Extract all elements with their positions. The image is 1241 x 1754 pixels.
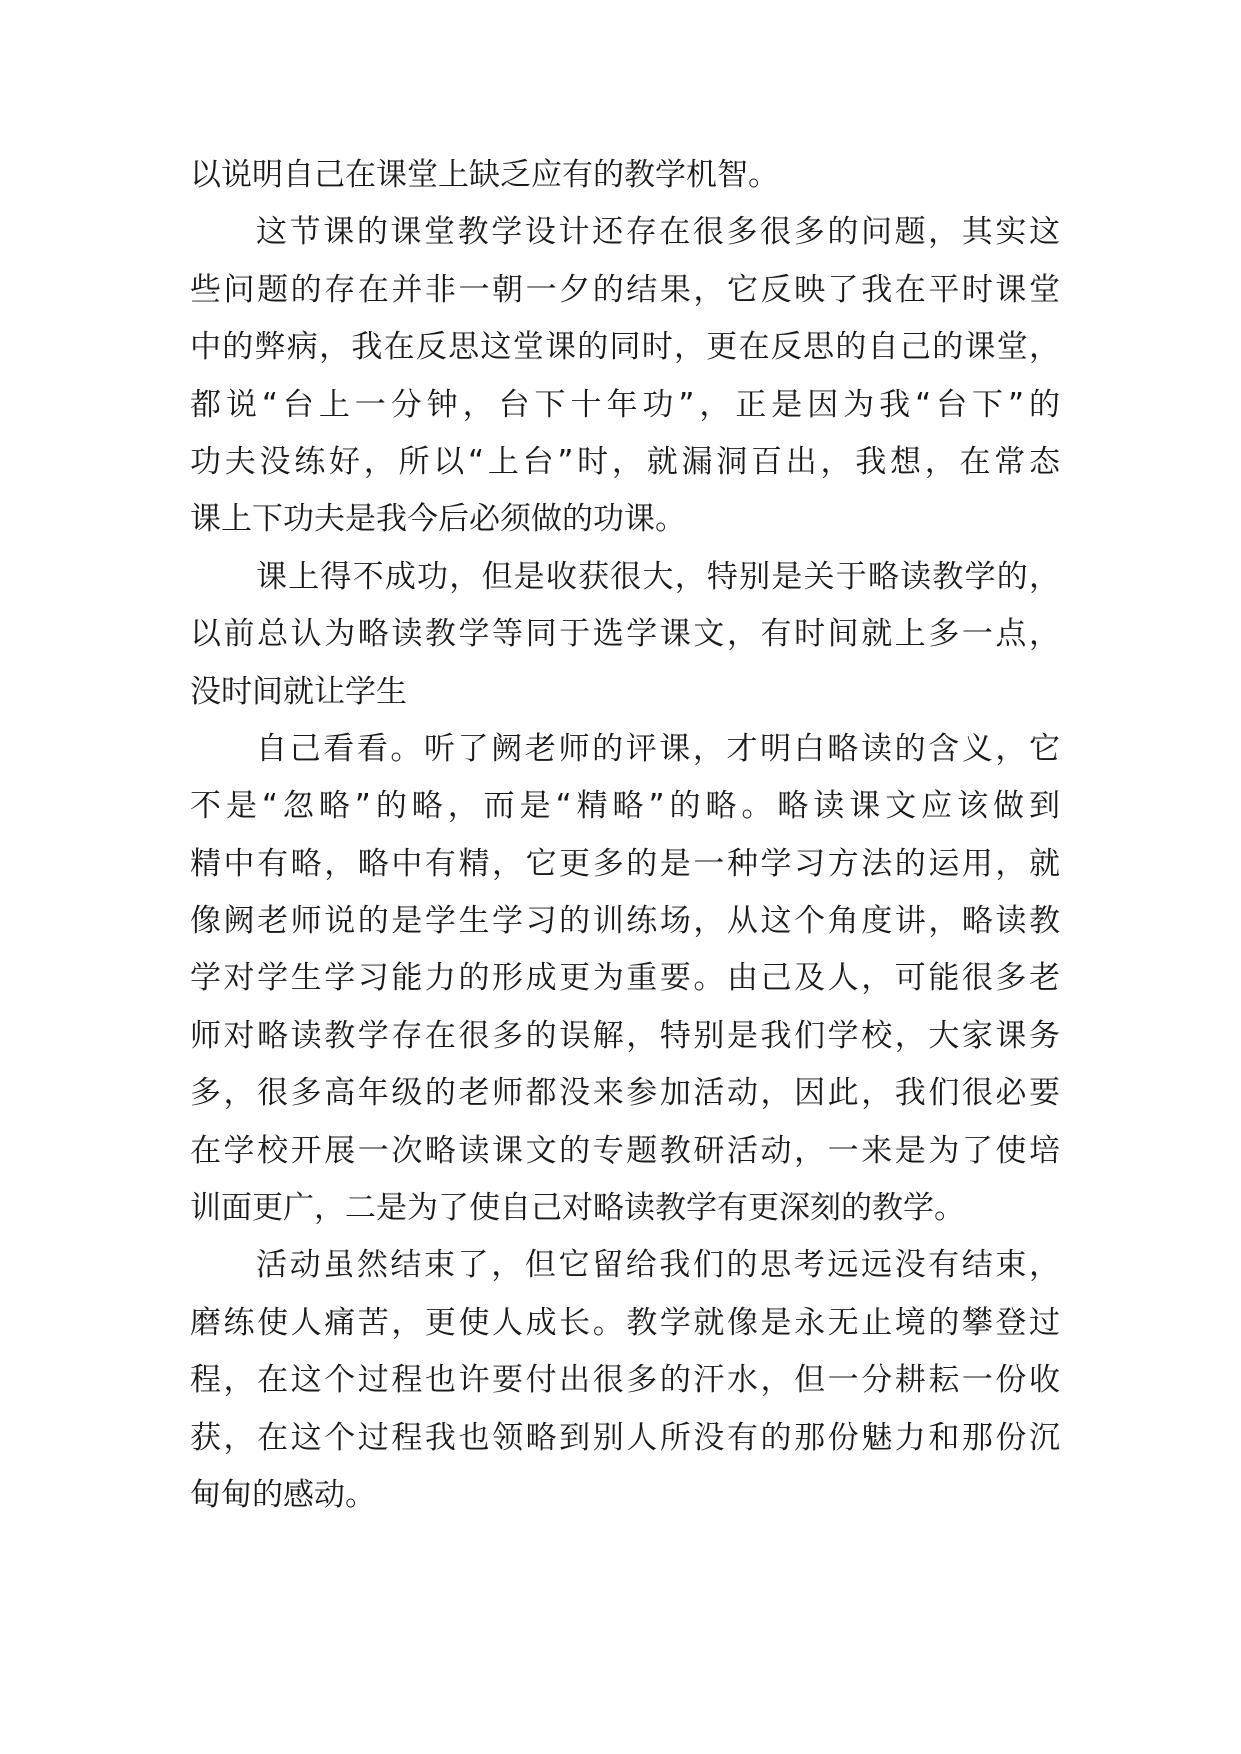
text-line: 以说明自己在课堂上缺乏应有的教学机智。: [190, 157, 779, 193]
text-line: 在学校开展一次略读课文的专题教研活动，一来是为了使培: [190, 1132, 1060, 1169]
text-line: 中的弊病，我在反思这堂课的同时，更在反思的自己的课堂，: [190, 329, 1060, 366]
body-text: [190, 147, 1060, 1524]
text-line: 自己看看。听了阙老师的评课，才明白略读的含义，它: [256, 730, 1060, 767]
text-line: 程，在这个过程也许要付出很多的汗水，但一分耕耘一份收: [190, 1362, 1060, 1399]
text-line: 学对学生学习能力的形成更为重要。由己及人，可能很多老: [190, 960, 1060, 997]
text-line: 像阙老师说的是学生学习的训练场，从这个角度讲，略读教: [190, 903, 1060, 940]
text-line: 没时间就让学生: [190, 673, 407, 710]
text-line: 多，很多高年级的老师都没来参加活动，因此，我们很必要: [190, 1075, 1060, 1112]
text-line: 以前总认为略读教学等同于选学课文，有时间就上多一点，: [190, 616, 1060, 653]
text-line: 不是“忽略”的略，而是“精略”的略。略读课文应该做到: [190, 788, 1060, 825]
text-line: 这节课的课堂教学设计还存在很多很多的问题，其实这: [256, 214, 1060, 251]
text-line: 获，在这个过程我也领略到别人所没有的那份魅力和那份沉: [190, 1419, 1060, 1456]
text-line: 活动虽然结束了，但它留给我们的思考远远没有结束，: [256, 1247, 1060, 1284]
text-line: 都说“台上一分钟，台下十年功”，正是因为我“台下”的: [190, 386, 1060, 423]
text-line: 磨练使人痛苦，更使人成长。教学就像是永无止境的攀登过: [190, 1304, 1060, 1341]
text-line: 训面更广，二是为了使自己对略读教学有更深刻的教学。: [190, 1190, 965, 1227]
text-line: 些问题的存在并非一朝一夕的结果，它反映了我在平时课堂: [190, 271, 1060, 308]
text-line: 师对略读教学存在很多的误解，特别是我们学校，大家课务: [190, 1017, 1060, 1054]
text-line: 精中有略，略中有精，它更多的是一种学习方法的运用，就: [190, 845, 1060, 882]
text-line: 甸甸的感动。: [190, 1476, 376, 1513]
text-line: 功夫没练好，所以“上台”时，就漏洞百出，我想，在常态: [190, 443, 1060, 480]
text-line: 课上下功夫是我今后必须做的功课。: [190, 501, 686, 538]
text-line: 课上得不成功，但是收获很大，特别是关于略读教学的，: [256, 558, 1060, 595]
